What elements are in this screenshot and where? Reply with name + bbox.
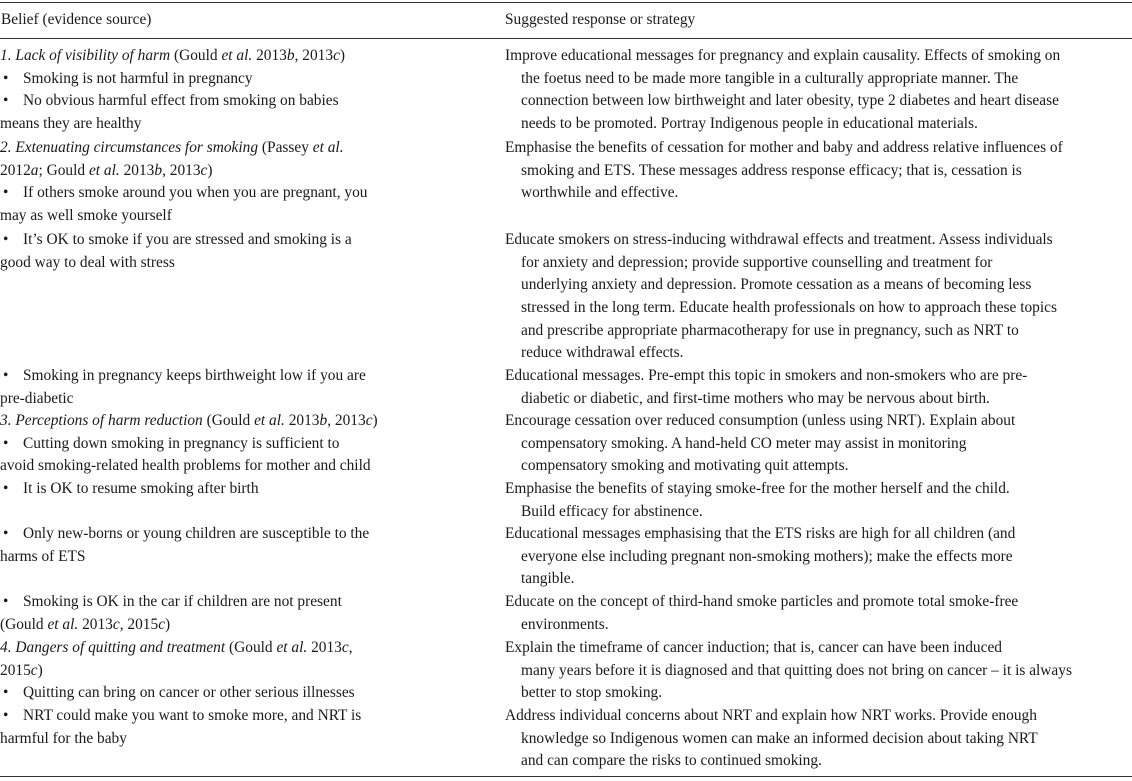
response-line: compensatory smoking and motivating quit attempts.: [521, 457, 849, 475]
belief-heading-line: (Gould et al. 2013c, 2015c): [0, 615, 171, 633]
belief-bullet-text: Quitting can bring on cancer or other serious illnesses: [23, 684, 355, 702]
response-line: worthwhile and effective.: [521, 184, 679, 202]
response-line: and can compare the risks to continued smoking.: [521, 752, 822, 770]
response-line: Educational messages emphasising that the ETS risks are high for all children (and: [505, 525, 1016, 542]
bullet-icon: •: [3, 707, 9, 724]
belief-bullet-text: Smoking in pregnancy keeps birthweight low if you are: [23, 367, 366, 384]
response-line: knowledge so Indigenous women can make an informed decision about taking NRT: [521, 729, 1038, 747]
belief-bullet: [0, 591, 440, 614]
belief-cell: [0, 229, 440, 274]
belief-cell: [0, 365, 440, 410]
response-line: compensatory smoking. A hand-held CO meter may assist in monitoring: [521, 434, 967, 452]
belief-bullet: [0, 682, 440, 705]
response-line: diabetic or diabetic, and first-time mothers who may be nervous about birth.: [521, 389, 990, 407]
belief-bullet: [0, 705, 440, 728]
response-line: needs to be promoted. Portray Indigenous people in educational materials.: [521, 115, 978, 133]
belief-cell: [0, 523, 440, 568]
response-line: Emphasise the benefits of cessation for mother and baby and address relative influences of: [505, 139, 1063, 156]
belief-continuation: avoid smoking-related health problems for mother and child: [0, 457, 371, 475]
response-line: Encourage cessation over reduced consumption (unless using NRT). Explain about: [505, 412, 1016, 429]
response-line: everyone else including pregnant non-smoking mothers); make the effects more: [521, 547, 1013, 565]
belief-bullet-text: Smoking is OK in the car if children are not present: [23, 593, 342, 610]
belief-bullet: [0, 229, 440, 252]
bullet-icon: •: [3, 434, 9, 452]
belief-bullet-text: Only new-borns or young children are susceptible to the: [23, 525, 370, 542]
belief-bullet-text: It’s OK to smoke if you are stressed and smoking is a: [23, 231, 352, 248]
response-cell: [505, 478, 1132, 523]
belief-heading-line: 2. Extenuating circumstances for smoking (Passey et al.: [0, 139, 344, 156]
belief-cell: [0, 137, 440, 228]
response-line: many years before it is diagnosed and that quitting does not bring on cancer – it is always: [521, 661, 1072, 679]
header-rule: [0, 38, 1132, 39]
response-line: Educate on the concept of third-hand smoke particles and promote total smoke-free: [505, 593, 1019, 610]
response-line: better to stop smoking.: [521, 684, 663, 702]
belief-bullet: [0, 182, 440, 205]
response-line: environments.: [521, 615, 609, 633]
belief-bullet: [0, 478, 440, 501]
belief-continuation: may as well smoke yourself: [0, 207, 172, 225]
belief-bullet: [0, 90, 440, 113]
response-line: Educate smokers on stress-inducing withdrawal effects and treatment. Assess individuals: [505, 231, 1053, 248]
response-cell: [505, 229, 1132, 365]
response-cell: [505, 45, 1132, 136]
response-line: Build efficacy for abstinence.: [521, 502, 703, 520]
belief-continuation: pre-diabetic: [0, 389, 74, 407]
belief-cell: [0, 410, 440, 478]
belief-heading-line: 3. Perceptions of harm reduction (Gould et al. 2013b, 2013c): [0, 412, 378, 429]
bullet-icon: •: [3, 525, 9, 542]
belief-bullet-text: Smoking is not harmful in pregnancy: [23, 69, 253, 87]
response-line: underlying anxiety and depression. Promote cessation as a means of becoming less: [521, 276, 1032, 294]
belief-cell: [0, 591, 440, 636]
belief-continuation: harmful for the baby: [0, 729, 127, 747]
belief-continuation: good way to deal with stress: [0, 253, 175, 271]
top-rule: [0, 2, 1132, 3]
bullet-icon: •: [3, 684, 9, 702]
response-cell: [505, 523, 1132, 591]
bullet-icon: •: [3, 184, 9, 202]
response-cell: [505, 705, 1132, 773]
response-line: reduce withdrawal effects.: [521, 344, 684, 362]
response-cell: [505, 591, 1132, 636]
response-cell: [505, 137, 1132, 205]
belief-heading-line: 2012a; Gould et al. 2013b, 2013c): [0, 161, 213, 179]
response-line: Educational messages. Pre-empt this topic in smokers and non-smokers who are pre-: [505, 367, 1028, 384]
bullet-icon: •: [3, 593, 9, 610]
belief-bullet-text: It is OK to resume smoking after birth: [23, 480, 259, 497]
belief-heading-line: 1. Lack of visibility of harm (Gould et al. 2013b, 2013c): [0, 47, 346, 64]
belief-bullet: [0, 68, 440, 91]
belief-bullet-text: No obvious harmful effect from smoking on babies: [23, 92, 339, 110]
belief-bullet-text: If others smoke around you when you are pregnant, you: [23, 184, 368, 202]
bottom-rule: [0, 776, 1132, 777]
bullet-icon: •: [3, 231, 9, 248]
belief-bullet-text: Cutting down smoking in pregnancy is sufficient to: [23, 434, 340, 452]
response-line: Improve educational messages for pregnancy and explain causality. Effects of smoking on: [505, 47, 1061, 64]
response-line: Address individual concerns about NRT and explain how NRT works. Provide enough: [505, 707, 1037, 724]
response-line: stressed in the long term. Educate health professionals on how to approach these topics: [521, 299, 1057, 317]
response-line: tangible.: [521, 570, 575, 588]
bullet-icon: •: [3, 69, 9, 87]
belief-heading-line: 2015c): [0, 661, 43, 679]
response-cell: [505, 365, 1132, 410]
belief-cell: [0, 637, 440, 705]
belief-cell: [0, 45, 440, 136]
belief-cell: [0, 478, 440, 501]
belief-continuation: means they are healthy: [0, 115, 142, 133]
response-line: Explain the timeframe of cancer induction; that is, cancer can have been induced: [505, 639, 1002, 656]
belief-bullet: [0, 365, 440, 388]
belief-heading-line: 4. Dangers of quitting and treatment (Gould et al. 2013c,: [0, 639, 353, 656]
header-belief: Belief (evidence source): [1, 11, 152, 28]
header-response: Suggested response or strategy: [505, 11, 696, 28]
bullet-icon: •: [3, 92, 9, 110]
belief-bullet-text: NRT could make you want to smoke more, and NRT is: [23, 707, 362, 724]
belief-continuation: harms of ETS: [0, 547, 86, 565]
response-line: the foetus need to be made more tangible in a culturally appropriate manner. The: [521, 69, 1019, 87]
bullet-icon: •: [3, 367, 9, 384]
response-cell: [505, 410, 1132, 478]
belief-cell: [0, 705, 440, 750]
response-line: and prescribe appropriate pharmacotherapy for use in pregnancy, such as NRT to: [521, 321, 1019, 339]
response-cell: [505, 637, 1132, 705]
response-line: for anxiety and depression; provide supportive counselling and treatment for: [521, 253, 993, 271]
response-line: smoking and ETS. These messages address response efficacy; that is, cessation is: [521, 161, 1022, 179]
response-line: Emphasise the benefits of staying smoke-free for the mother herself and the child.: [505, 480, 1010, 497]
belief-bullet: [0, 523, 440, 546]
response-line: connection between low birthweight and later obesity, type 2 diabetes and heart disease: [521, 92, 1059, 110]
bullet-icon: •: [3, 480, 9, 497]
belief-bullet: [0, 433, 440, 456]
